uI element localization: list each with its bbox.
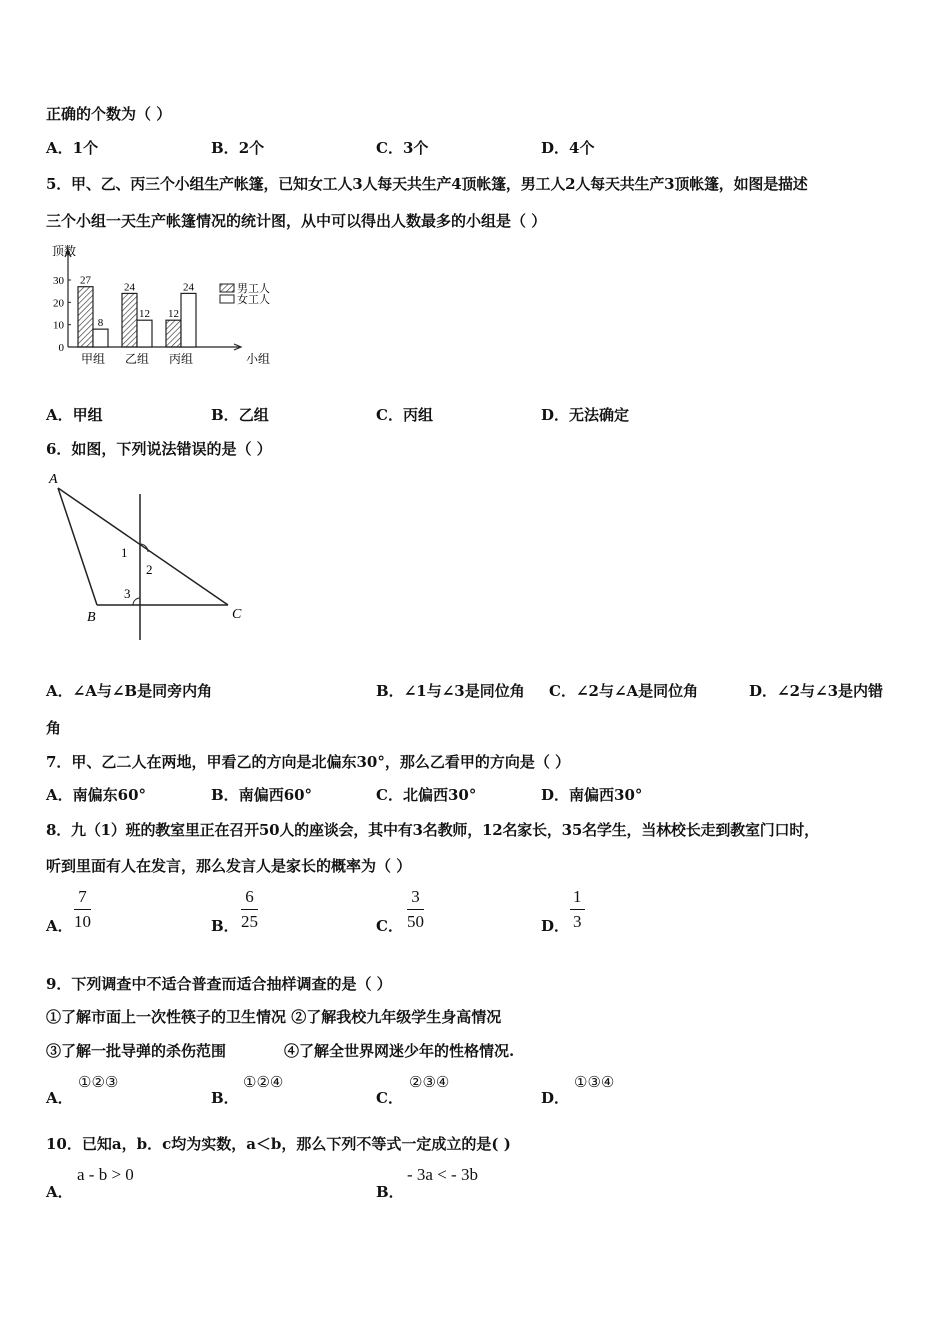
angle-3-arc	[133, 598, 140, 605]
q6-option-c[interactable]: C．∠2与∠A是同位角	[549, 682, 699, 700]
label-c: C	[232, 607, 242, 622]
q4-option-d[interactable]: D．4个	[541, 139, 595, 157]
y-tick-label: 30	[53, 275, 64, 287]
x-axis-label: 小组	[246, 352, 271, 366]
q9-option-c-letter[interactable]: C．	[376, 1089, 403, 1107]
q9-item-4: ④了解全世界网迷少年的性格情况.	[284, 1042, 515, 1060]
q6-option-b[interactable]: B．∠1与∠3是同位角	[376, 682, 525, 700]
q9-option-a-text: ①②③	[78, 1075, 119, 1091]
q8-option-d-letter[interactable]: D．	[541, 917, 570, 935]
legend-swatch	[220, 284, 234, 292]
legend-label: 女工人	[237, 294, 270, 306]
label-angle-1: 1	[121, 545, 128, 560]
q7-option-d[interactable]: D．南偏西30°	[541, 786, 643, 804]
q8-option-a-letter[interactable]: A．	[46, 917, 73, 935]
q9-option-c-text: ②③④	[409, 1075, 450, 1091]
y-tick-label: 20	[53, 297, 64, 310]
q4-option-b[interactable]: B．2个	[211, 139, 265, 157]
q8-stem-line2: 听到里面有人在发言，那么发言人是家长的概率为（ ）	[46, 857, 412, 875]
q9-item-3: ③了解一批导弹的杀伤范围	[46, 1042, 227, 1060]
q9-items-1-2: ①了解市面上一次性筷子的卫生情况 ②了解我校九年级学生身高情况	[46, 1008, 502, 1026]
bar-value-label: 24	[124, 281, 135, 294]
label-a: A	[49, 472, 58, 487]
legend-swatch	[220, 295, 234, 303]
x-tick-label: 丙组	[168, 352, 194, 366]
q6-stem: 6．如图，下列说法错误的是（ ）	[46, 440, 272, 458]
q8-option-b-fraction: 6 25	[241, 887, 258, 931]
q8-option-c-fraction: 3 50	[407, 887, 424, 931]
x-tick-label: 乙组	[124, 352, 150, 366]
bar-value-label: 8	[97, 317, 104, 330]
bar-value-label: 24	[183, 281, 194, 294]
label-angle-3: 3	[124, 586, 131, 601]
q10-option-b-letter[interactable]: B．	[376, 1183, 404, 1201]
question-intro: 正确的个数为（ ）	[46, 105, 172, 123]
q5-bar-chart	[40, 240, 300, 370]
q5-stem-line2: 三个小组一天生产帐篷情况的统计图，从中可以得出人数最多的小组是（ ）	[46, 212, 547, 230]
y-tick-label: 10	[53, 319, 64, 332]
q7-option-a[interactable]: A．南偏东60°	[46, 786, 147, 804]
bar-value-label: 12	[139, 308, 150, 321]
label-b: B	[87, 610, 96, 625]
q8-stem-line1: 8．九（1）班的教室里正在召开50人的座谈会，其中有3名教师，12名家长，35名学生，当林校长走到教室门口时，	[46, 821, 819, 839]
q6-option-d[interactable]: D．∠2与∠3是内错	[749, 682, 884, 700]
q10-option-b-text: - 3a < - 3b	[407, 1165, 478, 1184]
side-ac	[58, 488, 228, 605]
q9-option-d-text: ①③④	[574, 1075, 615, 1091]
q6-option-d-wrap: 角	[46, 719, 62, 737]
q5-option-a[interactable]: A．甲组	[46, 406, 103, 424]
q4-option-c[interactable]: C．3个	[376, 139, 429, 157]
q8-option-b-letter[interactable]: B．	[211, 917, 239, 935]
bar-male	[166, 320, 181, 347]
q7-stem: 7．甲、乙二人在两地，甲看乙的方向是北偏东30°，那么乙看甲的方向是（ ）	[46, 753, 571, 771]
q10-stem: 10．已知a，b．c均为实数，a＜b，那么下列不等式一定成立的是( )	[46, 1135, 511, 1153]
bar-female	[93, 329, 108, 347]
q5-option-d[interactable]: D．无法确定	[541, 406, 630, 424]
bar-value-label: 27	[80, 274, 91, 287]
q9-stem: 9．下列调查中不适合普查而适合抽样调查的是（ ）	[46, 975, 392, 993]
q9-option-b-text: ①②④	[243, 1075, 284, 1091]
q8-option-a-fraction: 7 10	[74, 887, 91, 931]
label-angle-2: 2	[146, 562, 153, 577]
q8-option-d-fraction: 1 3	[570, 887, 585, 932]
x-tick-label: 甲组	[80, 352, 106, 366]
y-axis-label: 顶数	[52, 244, 77, 258]
q6-option-a[interactable]: A．∠A与∠B是同旁内角	[46, 682, 213, 700]
bar-female	[181, 293, 196, 347]
q5-stem-line1: 5．甲、乙、丙三个小组生产帐篷，已知女工人3人每天共生产4顶帐篷，男工人2人每天共生产3顶帐篷，如图是描述	[46, 175, 808, 193]
q10-option-a-letter[interactable]: A．	[46, 1183, 73, 1201]
q9-option-b-letter[interactable]: B．	[211, 1089, 239, 1107]
q5-option-c[interactable]: C．丙组	[376, 406, 433, 424]
side-ab	[58, 488, 97, 605]
legend-label: 男工人	[237, 283, 270, 295]
q9-option-a-letter[interactable]: A．	[46, 1089, 73, 1107]
q8-option-c-letter[interactable]: C．	[376, 917, 403, 935]
q6-triangle-figure	[40, 468, 260, 648]
bar-male	[78, 287, 93, 347]
q7-option-b[interactable]: B．南偏西60°	[211, 786, 313, 804]
y-tick-label: 0	[58, 342, 64, 354]
q7-option-c[interactable]: C．北偏西30°	[376, 786, 477, 804]
q5-option-b[interactable]: B．乙组	[211, 406, 269, 424]
q9-option-d-letter[interactable]: D．	[541, 1089, 570, 1107]
bar-value-label: 12	[168, 308, 179, 321]
q4-option-a[interactable]: A．1个	[46, 139, 99, 157]
q10-option-a-text: a - b > 0	[77, 1165, 134, 1184]
bar-male	[122, 293, 137, 347]
bar-female	[137, 320, 152, 347]
